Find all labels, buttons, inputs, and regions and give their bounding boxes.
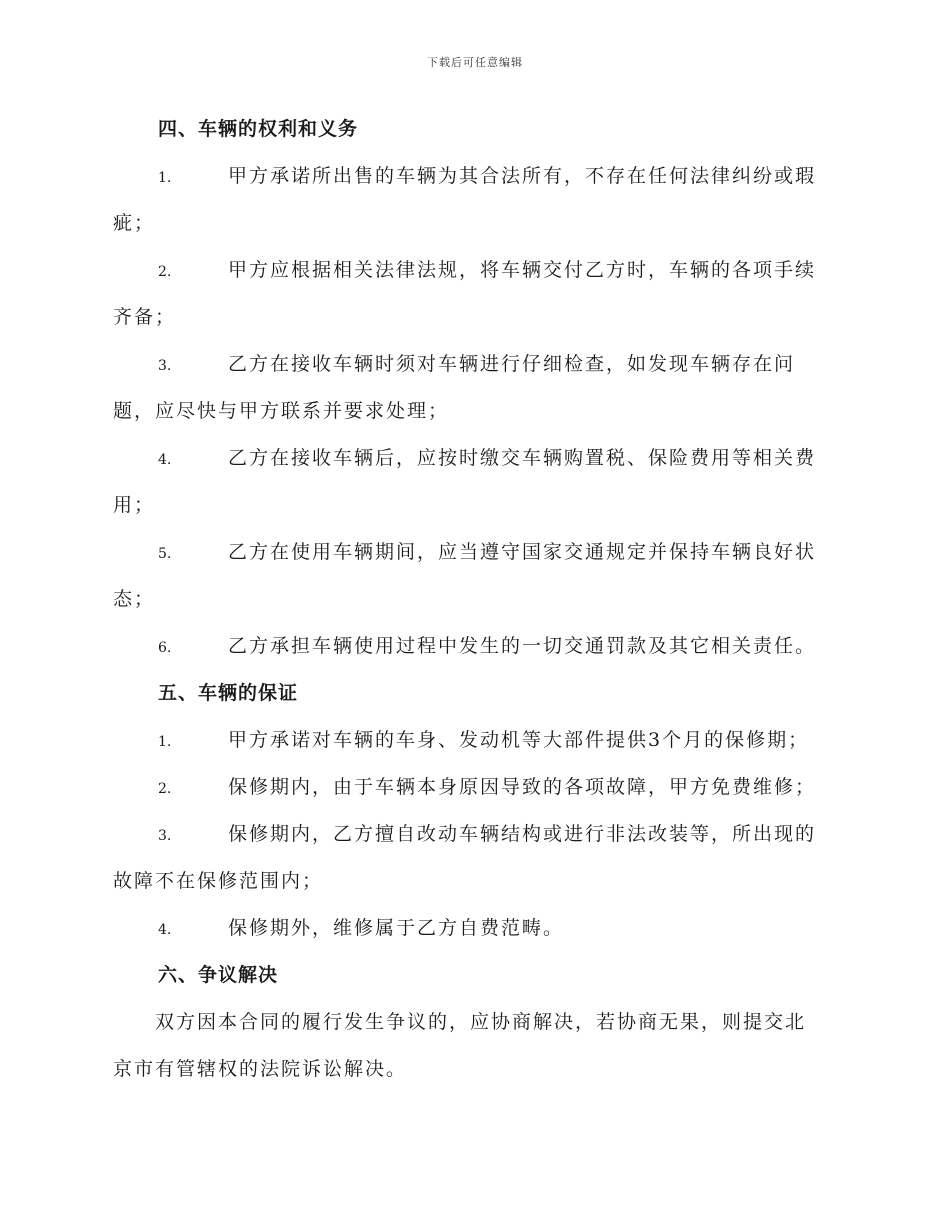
item-text: 乙方在接收车辆时须对车辆进行仔细检查，如发现车辆存在问: [228, 353, 796, 375]
item-text: 保修期内，乙方擅自改动车辆结构或进行非法改装等，所出现的: [228, 823, 817, 845]
document-body: [113, 106, 833, 1093]
section-6-title: 六、争议解决: [158, 964, 279, 986]
section-5-title: 五、车辆的保证: [158, 682, 299, 704]
item-number: 1.: [158, 734, 172, 750]
section-5-item-3: [113, 811, 833, 905]
item-number: 1.: [158, 170, 172, 186]
item-text-continued: 疵；: [113, 212, 156, 234]
item-number: 2.: [158, 781, 172, 797]
item-text: 甲方应根据相关法律法规，将车辆交付乙方时，车辆的各项手续: [228, 259, 817, 281]
item-text-continued: 态；: [113, 588, 156, 610]
item-text: 乙方在接收车辆后，应按时缴交车辆购置税、保险费用等相关费: [228, 447, 817, 469]
item-number: 6.: [158, 640, 172, 656]
item-number: 4.: [158, 452, 172, 468]
section-5-item-2: [113, 764, 833, 811]
section-4-title: 四、车辆的权利和义务: [158, 118, 359, 140]
item-number: 5.: [158, 546, 172, 562]
item-text: 乙方在使用车辆期间，应当遵守国家交通规定并保持车辆良好状: [228, 541, 817, 563]
paragraph-line-2: 京市有管辖权的法院诉讼解决。: [113, 1058, 408, 1080]
item-text-continued: 用；: [113, 494, 156, 516]
item-text-continued: 题，应尽快与甲方联系并要求处理；: [113, 400, 450, 422]
section-4-item-5: [113, 529, 833, 623]
item-text: 保修期内，由于车辆本身原因导致的各项故障，甲方免费维修；: [228, 776, 817, 798]
item-number: 4.: [158, 922, 172, 938]
section-4-item-6: [113, 623, 833, 670]
section-5-item-4: [113, 905, 833, 952]
item-text: 乙方承担车辆使用过程中发生的一切交通罚款及其它相关责任。: [228, 635, 817, 657]
paragraph-line-1: 双方因本合同的履行发生争议的，应协商解决，若协商无果，则提交北: [155, 1011, 807, 1033]
item-number: 3.: [158, 358, 172, 374]
header-note: 下载后可任意编辑: [427, 56, 523, 69]
item-text-continued: 故障不在保修范围内；: [113, 870, 324, 892]
item-text: 甲方承诺所出售的车辆为其合法所有，不存在任何法律纠纷或瑕: [228, 165, 817, 187]
section-4-item-2: [113, 247, 833, 341]
section-4-item-3: [113, 341, 833, 435]
section-5-item-1: [113, 717, 833, 764]
section-4-item-4: [113, 435, 833, 529]
item-number: 3.: [158, 828, 172, 844]
section-4-item-1: [113, 153, 833, 247]
item-text: 甲方承诺对车辆的车身、发动机等大部件提供3个月的保修期；: [228, 729, 810, 751]
item-number: 2.: [158, 264, 172, 280]
item-text: 保修期外，维修属于乙方自费范畴。: [228, 917, 565, 939]
section-6-paragraph: [113, 999, 833, 1093]
item-text-continued: 齐备；: [113, 306, 177, 328]
